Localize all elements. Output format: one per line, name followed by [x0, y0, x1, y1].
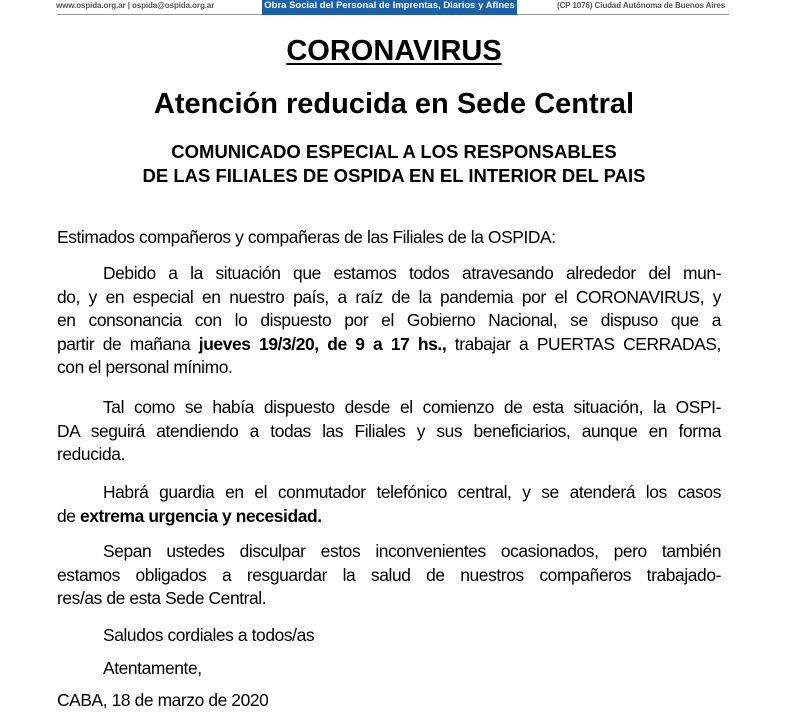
paragraph-line: estamos obligados a resguardar la salud de nuestros compañeros trabajado-: [57, 564, 721, 585]
letterhead-divider-right: [517, 14, 729, 15]
paragraph-line: DA seguirá atendiendo a todas las Filiales y sus beneficiarios, aunque en forma: [57, 420, 721, 441]
text: de: [57, 505, 80, 526]
signoff-text: Atentamente,: [103, 658, 202, 678]
closing-greeting: [57, 624, 721, 648]
paragraph-1: [57, 262, 721, 380]
paragraph-line: Debido a la situación que estamos todos atravesando alrededor del mun-: [103, 263, 721, 283]
text: partir de mañana: [57, 333, 199, 354]
paragraph-line: res/as de esta Sede Central.: [57, 588, 267, 608]
paragraph-line: [57, 333, 721, 357]
emphasis-urgency: extrema urgencia y necesidad.: [79, 505, 322, 526]
text: trabajar a PUERTAS CERRADAS,: [446, 333, 721, 354]
greeting-text: Estimados compañeros y compañeras de las Filiales de la OSPIDA:: [57, 227, 556, 247]
letterhead-banner-text: Obra Social del Personal de Imprentas, Diarios y Afines: [264, 0, 515, 11]
paragraph-line: con el personal mínimo.: [57, 357, 233, 377]
letterhead-contact: www.ospida.org.ar | ospida@ospida.org.ar: [56, 1, 215, 10]
paragraph-line: Tal como se había dispuesto desde el comienzo de esta situación, la OSPI-: [103, 397, 721, 417]
paragraph-line: do, y en especial en nuestro país, a raíz de la pandemia por el CORONAVIRUS, y: [57, 286, 721, 307]
letterhead-divider-left: [57, 14, 262, 15]
emphasis-date-hours: jueves 19/3/20, de 9 a 17 hs.,: [198, 333, 447, 354]
announcement-heading-line2: DE LAS FILIALES DE OSPIDA EN EL INTERIOR DEL PAIS: [142, 165, 646, 186]
greeting: [57, 226, 721, 250]
date-text: CABA, 18 de marzo de 2020: [57, 690, 269, 710]
paragraph-2: [57, 396, 721, 467]
document-subtitle: Atención reducida en Sede Central: [153, 88, 635, 120]
paragraph-line: [57, 505, 721, 529]
document-title: CORONAVIRUS: [286, 35, 502, 67]
paragraph-line: reducida.: [57, 444, 125, 464]
closing-text: Saludos cordiales a todos/as: [103, 625, 315, 645]
paragraph-line: Sepan ustedes disculpar estos inconvenientes ocasionados, pero también: [103, 541, 721, 561]
date-line: [57, 689, 721, 713]
letterhead-address: (CP 1076) Ciudad Autónoma de Buenos Aires: [557, 1, 726, 10]
letterhead: [0, 0, 788, 16]
letterhead-banner: [262, 0, 517, 15]
paragraph-3: [57, 481, 721, 528]
paragraph-line: Habrá guardia en el conmutador telefónico central, y se atenderá los casos: [103, 482, 721, 502]
announcement-heading-line1: COMUNICADO ESPECIAL A LOS RESPONSABLES: [171, 141, 617, 162]
paragraph-4: [57, 540, 721, 611]
closing-signoff: [57, 657, 721, 681]
paragraph-line: en consonancia con lo dispuesto por el Gobierno Nacional, se dispuso que a: [57, 310, 721, 330]
